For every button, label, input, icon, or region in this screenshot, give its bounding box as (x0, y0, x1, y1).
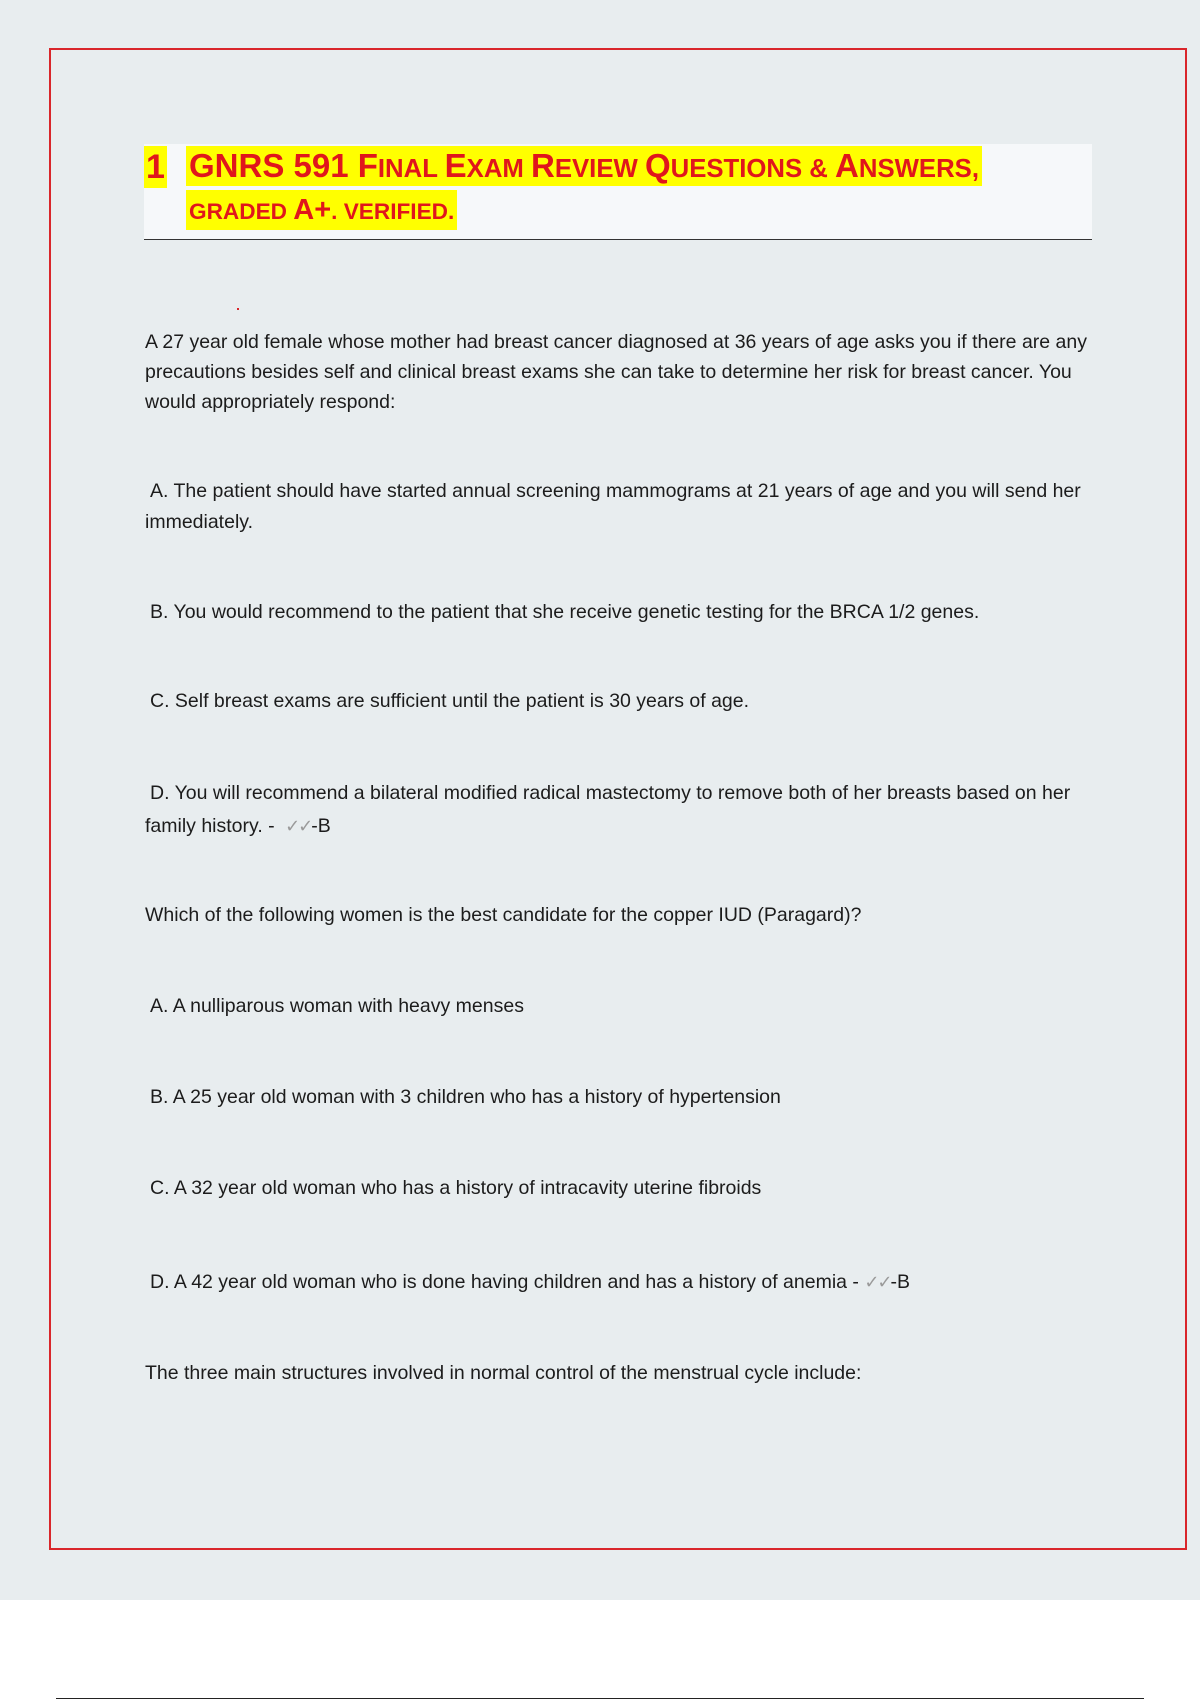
title-line-1: GNRS 591 FINAL EXAM REVIEW QUESTIONS & ANSWERS, (186, 146, 982, 186)
question-2-option-a: A. A nulliparous woman with heavy menses (150, 995, 524, 1017)
document-title-block (144, 144, 1092, 240)
footer-rule (56, 1698, 1144, 1699)
question-2-stem: Which of the following women is the best candidate for the copper IUD (Paragard)? (145, 904, 862, 926)
question-2-option-c: C. A 32 year old woman who has a history of intracavity uterine fibroids (150, 1177, 762, 1199)
question-1-stem: A 27 year old female whose mother had breast cancer diagnosed at 36 years of age asks you if there are any precautions besides self and clinical breast exams she can take to determine her risk for breast cancer. You would appropriately respond: (145, 331, 1087, 413)
question-2-option-b: B. A 25 year old woman with 3 children who has a history of hypertension (150, 1086, 781, 1108)
question-1-option-a: A. The patient should have started annual screening mammograms at 21 years of age and you will send her immediately. (145, 480, 1081, 533)
question-1-option-c: C. Self breast exams are sufficient until the patient is 30 years of age. (150, 690, 750, 712)
question-2-option-d (150, 1267, 1090, 1298)
double-check-icon: ✓✓ (285, 816, 312, 837)
question-1-option-b: B. You would recommend to the patient that she receive genetic testing for the BRCA 1/2 genes. (150, 601, 980, 623)
question-3-stem: The three main structures involved in normal control of the menstrual cycle include: (145, 1362, 862, 1384)
title-number: 1 (146, 148, 165, 186)
question-2-answer: -B (890, 1271, 911, 1293)
question-1-option-d-text: D. You will recommend a bilateral modified radical mastectomy to remove both of her breasts based on her family history. - (145, 782, 1071, 837)
double-check-icon: ✓✓ (864, 1272, 891, 1293)
question-1-option-d (145, 777, 1085, 843)
stray-red-dot (237, 308, 239, 310)
title-line-2: GRADED A+. VERIFIED. (186, 190, 457, 230)
question-2-option-d-text: D. A 42 year old woman who is done having children and has a history of anemia - (150, 1271, 865, 1293)
question-1-answer: -B (311, 815, 331, 837)
